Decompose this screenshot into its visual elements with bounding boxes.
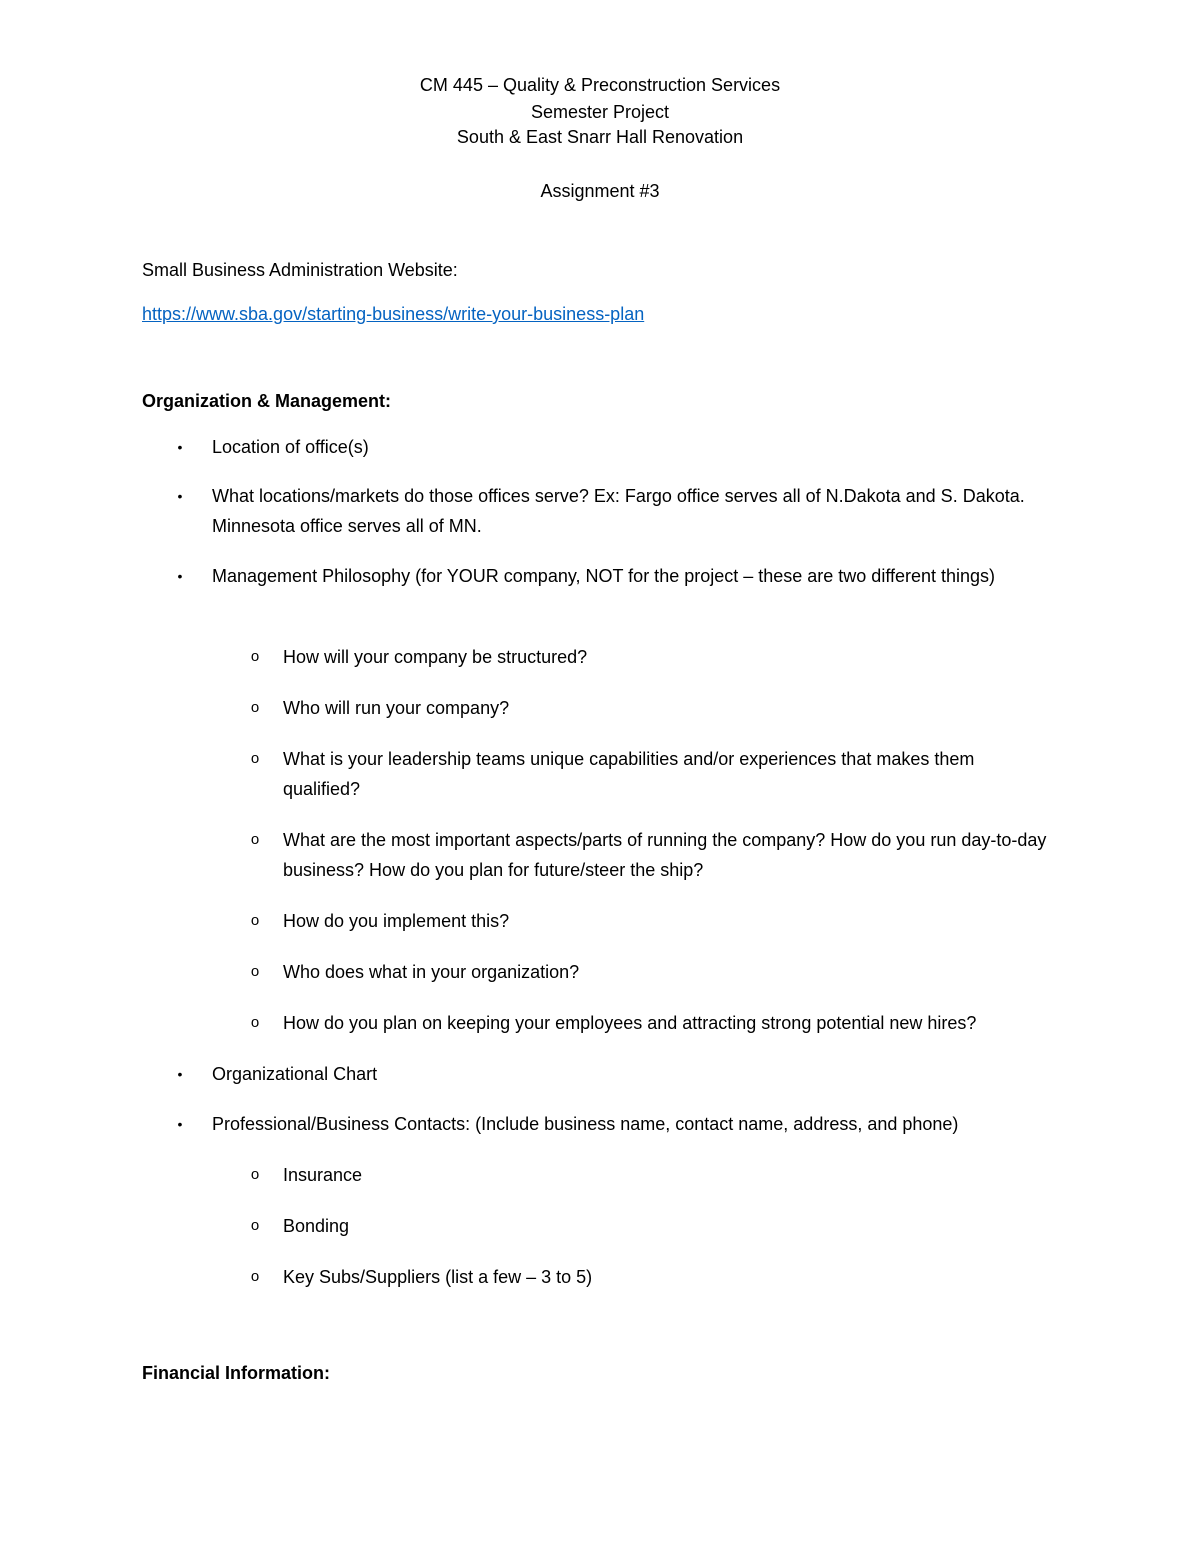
sub-item-roles: Who does what in your organization? [283, 962, 580, 982]
sub-bullet-icon: o [250, 750, 260, 767]
bullet-icon: • [177, 488, 183, 504]
org-management-heading: Organization & Management: [142, 391, 392, 411]
sub-bullet-icon: o [250, 1268, 260, 1285]
list-item-business-contacts: Professional/Business Contacts: (Include business name, contact name, address, and phone) [212, 1114, 959, 1134]
sub-item-bonding: Bonding [283, 1216, 350, 1236]
bullet-icon: • [177, 568, 183, 584]
sub-item-implementation: How do you implement this? [283, 911, 510, 931]
bullet-icon: • [177, 1066, 183, 1082]
sub-bullet-icon: o [250, 648, 260, 665]
project-name: South & East Snarr Hall Renovation [456, 127, 744, 147]
sub-item-employee-retention: How do you plan on keeping your employees and attracting strong potential new hires? [283, 1013, 977, 1033]
financial-info-heading: Financial Information: [142, 1363, 331, 1383]
assignment-number: Assignment #3 [540, 181, 660, 201]
list-item-org-chart: Organizational Chart [212, 1064, 378, 1084]
sub-item-key-subs-suppliers: Key Subs/Suppliers (list a few – 3 to 5) [283, 1267, 593, 1287]
sub-bullet-icon: o [250, 1014, 260, 1031]
sub-bullet-icon: o [250, 1166, 260, 1183]
bullet-icon: • [177, 439, 183, 455]
sub-bullet-icon: o [250, 831, 260, 848]
resource-label: Small Business Administration Website: [142, 260, 458, 280]
list-item-office-location: Location of office(s) [212, 437, 369, 457]
sub-bullet-icon: o [250, 699, 260, 716]
list-item-markets-served: What locations/markets do those offices serve? Ex: Fargo office serves all of N.Dakota and S. Dakota. Minnesota office serves all of MN. [212, 486, 1025, 536]
list-item-management-philosophy: Management Philosophy (for YOUR company, NOT for the project – these are two different things) [212, 566, 996, 586]
bullet-icon: • [177, 1116, 183, 1132]
sub-item-leadership-capabilities: What is your leadership teams unique capabilities and/or experiences that makes them qualified? [283, 749, 975, 799]
sub-item-company-structure: How will your company be structured? [283, 647, 588, 667]
sub-item-running-company: What are the most important aspects/parts of running the company? How do you run day-to-day business? How do you plan for future/steer the ship? [283, 830, 1047, 880]
sub-item-who-runs-company: Who will run your company? [283, 698, 510, 718]
sub-bullet-icon: o [250, 963, 260, 980]
sub-bullet-icon: o [250, 1217, 260, 1234]
sba-website-link[interactable]: https://www.sba.gov/starting-business/write-your-business-plan [142, 304, 645, 324]
sub-item-insurance: Insurance [283, 1165, 363, 1185]
project-type: Semester Project [530, 102, 670, 122]
sub-bullet-icon: o [250, 912, 260, 929]
course-title: CM 445 – Quality & Preconstruction Services [419, 75, 781, 95]
